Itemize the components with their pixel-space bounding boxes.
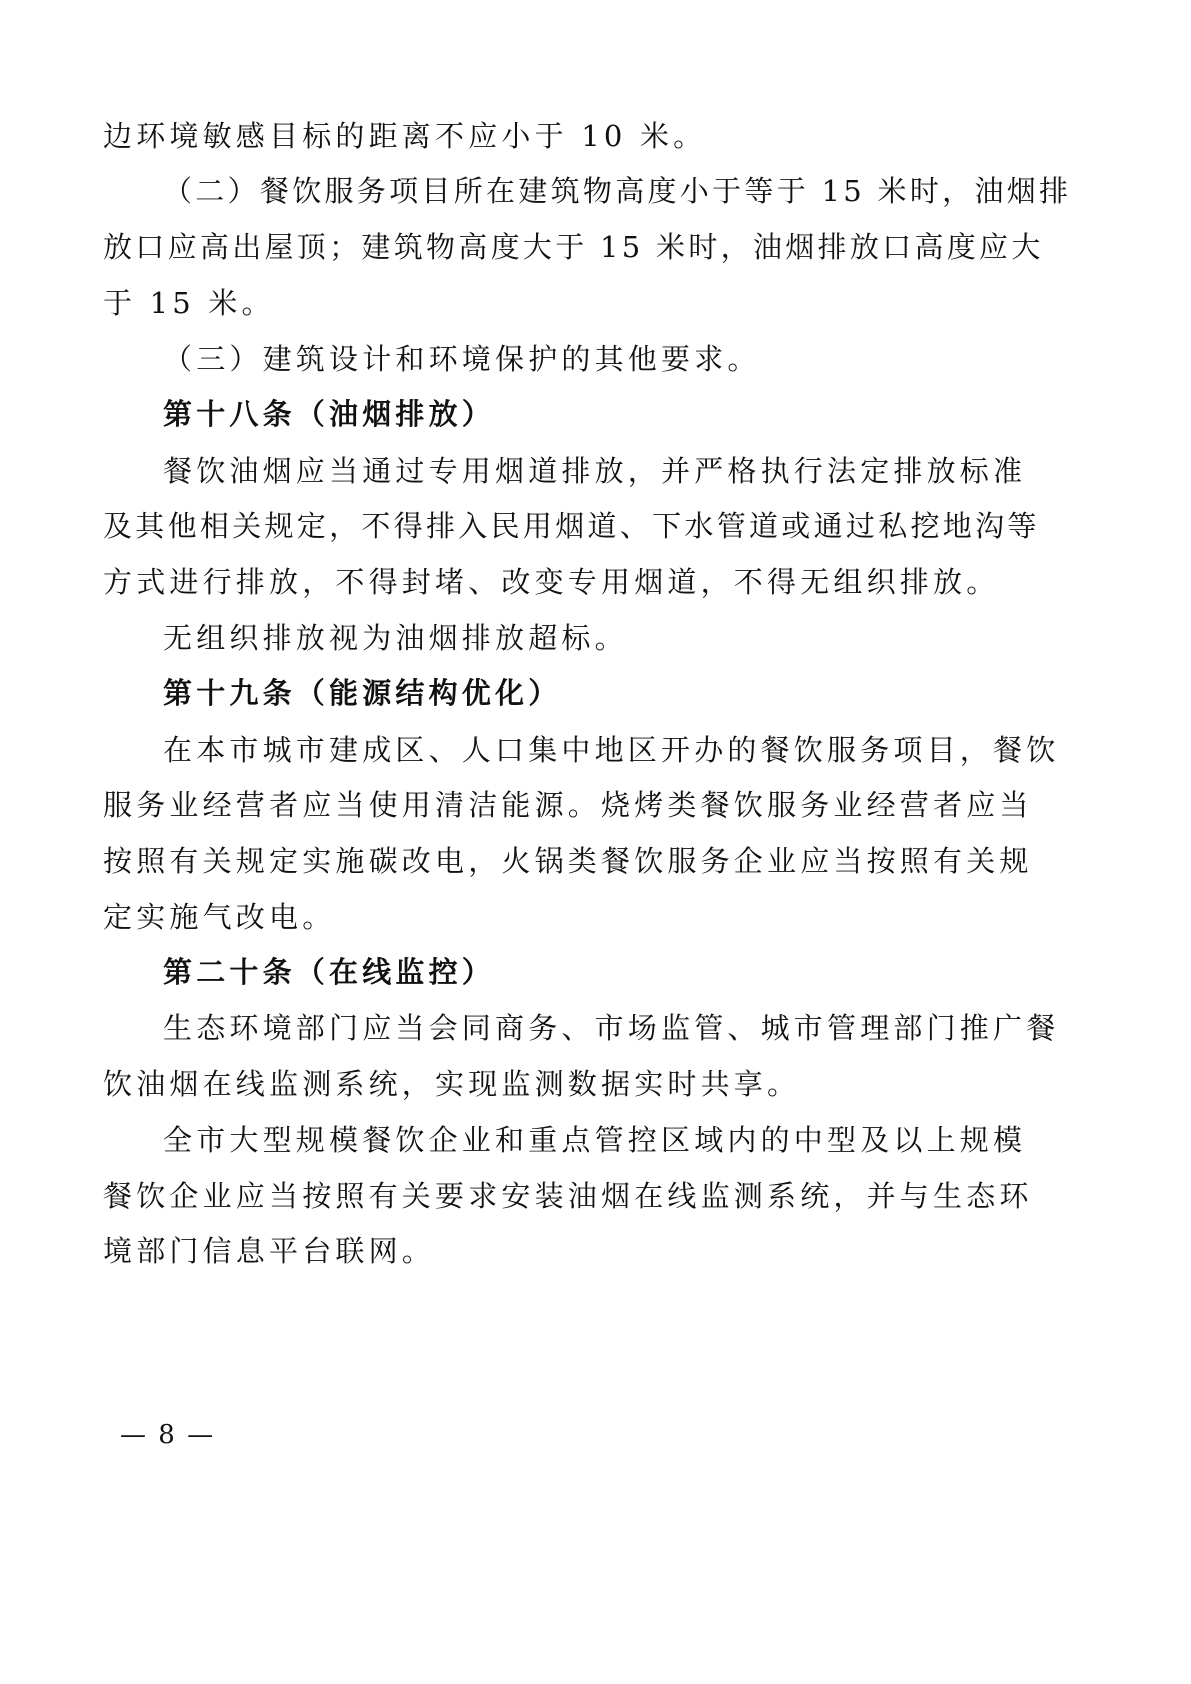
text-line: （二）餐饮服务项目所在建筑物高度小于等于 15 米时，油烟排	[163, 174, 1072, 208]
article-heading: 第十九条（能源结构优化）	[163, 676, 562, 710]
text-line: 在本市城市建成区、人口集中地区开办的餐饮服务项目，餐饮	[163, 733, 1060, 767]
text-line: 餐饮油烟应当通过专用烟道排放，并严格执行法定排放标准	[163, 454, 1027, 488]
text-line: 放口应高出屋顶；建筑物高度大于 15 米时，油烟排放口高度应大	[103, 230, 1044, 264]
article-heading: 第十八条（油烟排放）	[163, 397, 496, 431]
text-line: 按照有关规定实施碳改电，火锅类餐饮服务企业应当按照有关规	[103, 844, 1033, 878]
text-line: 饮油烟在线监测系统，实现监测数据实时共享。	[103, 1067, 801, 1101]
text-line: 及其他相关规定，不得排入民用烟道、下水管道或通过私挖地沟等	[103, 509, 1040, 543]
text-line: 餐饮企业应当按照有关要求安装油烟在线监测系统，并与生态环	[103, 1179, 1033, 1213]
text-line: 全市大型规模餐饮企业和重点管控区域内的中型及以上规模	[163, 1123, 1027, 1157]
text-line: （三）建筑设计和环境保护的其他要求。	[163, 342, 761, 376]
text-line: 境部门信息平台联网。	[103, 1234, 436, 1268]
text-line: 生态环境部门应当会同商务、市场监管、城市管理部门推广餐	[163, 1011, 1060, 1045]
text-line: 边环境敏感目标的距离不应小于 10 米。	[103, 119, 707, 153]
text-line: 于 15 米。	[103, 286, 275, 320]
text-line: 方式进行排放，不得封堵、改变专用烟道，不得无组织排放。	[103, 565, 1000, 599]
article-heading: 第二十条（在线监控）	[163, 955, 496, 989]
page-number: — 8 —	[120, 1420, 216, 1450]
text-line: 服务业经营者应当使用清洁能源。烧烤类餐饮服务业经营者应当	[103, 788, 1033, 822]
text-line: 定实施气改电。	[103, 900, 336, 934]
text-line: 无组织排放视为油烟排放超标。	[163, 621, 628, 655]
